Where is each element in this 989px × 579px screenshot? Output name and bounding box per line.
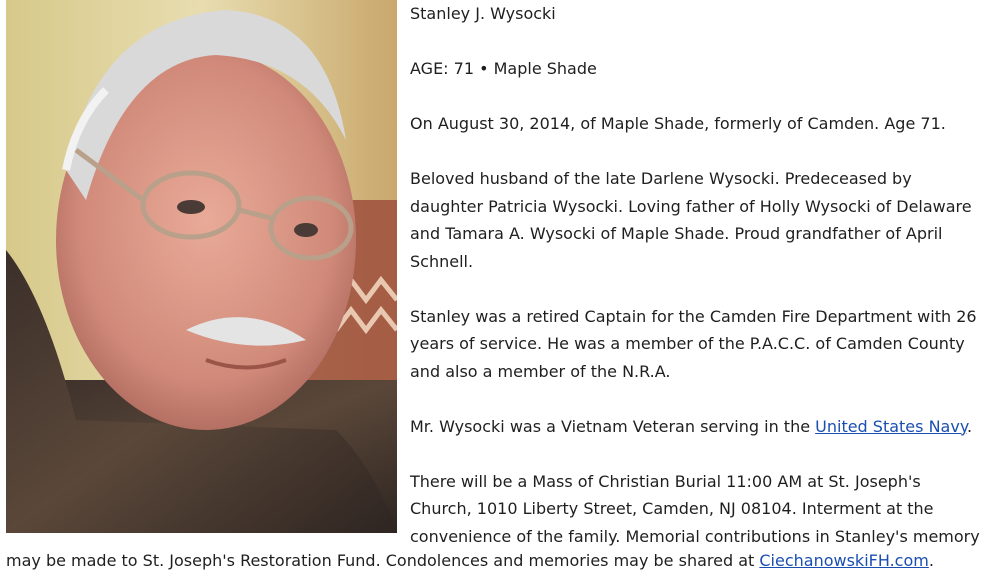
portrait-photo <box>6 0 397 533</box>
age-location: AGE: 71 • Maple Shade <box>410 59 597 78</box>
death-details: On August 30, 2014, of Maple Shade, formerly of Camden. Age 71. <box>410 114 946 133</box>
family-line-2: daughter Patricia Wysocki. Loving father of Holly Wysocki of Delaware <box>410 196 972 216</box>
mass-line-1: There will be a Mass of Christian Burial 11:00 AM at St. Joseph's <box>410 471 921 491</box>
family-line-3: and Tamara A. Wysocki of Maple Shade. Proud grandfather of April <box>410 224 943 243</box>
navy-link[interactable]: United States Navy <box>815 416 967 436</box>
veteran-text: Mr. Wysocki was a Vietnam Veteran serving in the <box>410 416 816 436</box>
obituary-name: Stanley J. Wysocki <box>410 4 556 23</box>
mass-paragraph <box>410 468 985 551</box>
career-line-2: years of service. He was a member of the P.A.C.C. of Camden County <box>410 334 965 353</box>
mass-line-4-period: . <box>928 551 934 570</box>
mass-line-4 <box>6 547 986 575</box>
career-line-3: and also a member of the N.R.A. <box>410 361 671 381</box>
mass-line-2: Church, 1010 Liberty Street, Camden, NJ 08104. Interment at the <box>410 499 934 518</box>
obituary-text <box>410 0 985 578</box>
family-line-1: Beloved husband of the late Darlene Wysocki. Predeceased by <box>410 169 912 188</box>
portrait-illustration <box>6 0 397 533</box>
mass-line-3: convenience of the family. Memorial contributions in Stanley's memory <box>410 526 980 546</box>
career-paragraph <box>410 303 985 386</box>
funeral-home-link[interactable]: CiechanowskiFH.com <box>759 551 929 570</box>
family-paragraph <box>410 165 985 275</box>
veteran-paragraph <box>410 413 985 441</box>
mass-line-4-text: may be made to St. Joseph's Restoration Fund. Condolences and memories may be shared at <box>6 551 760 570</box>
career-line-1: Stanley was a retired Captain for the Camden Fire Department with 26 <box>410 306 977 326</box>
veteran-period: . <box>967 416 973 436</box>
family-line-4: Schnell. <box>410 251 474 271</box>
